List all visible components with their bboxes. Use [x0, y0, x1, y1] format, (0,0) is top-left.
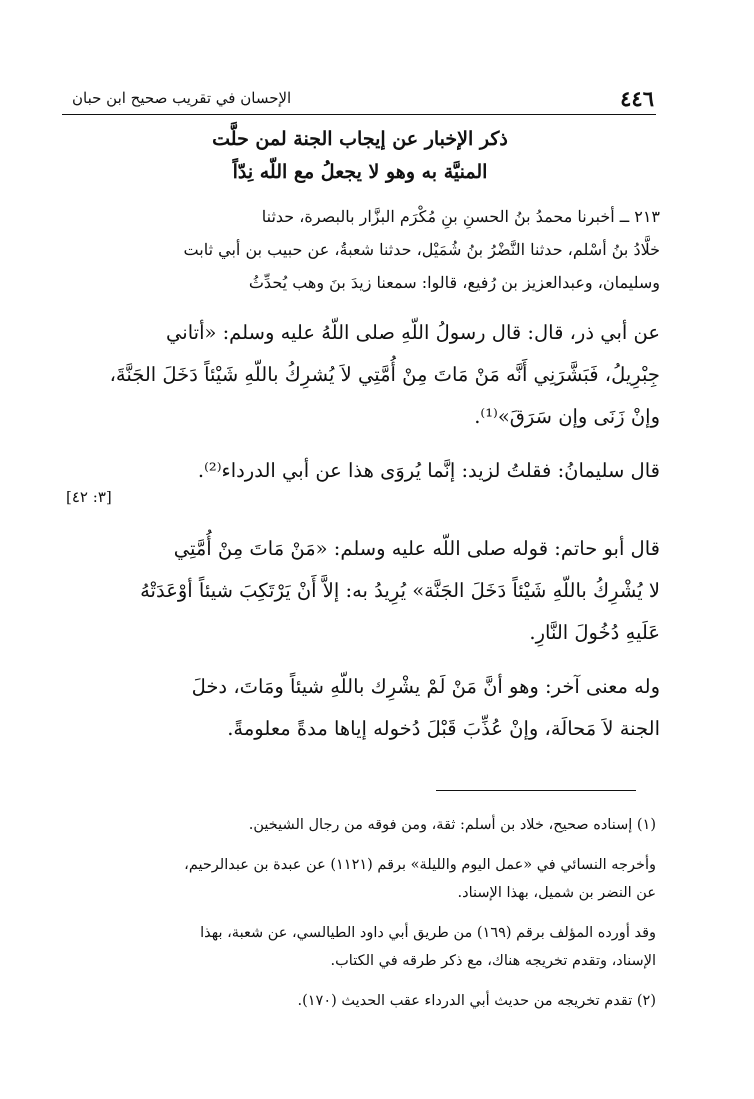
- cross-reference: [٣: ٤٢]: [66, 488, 112, 506]
- hadith-line: عن أبي ذر، قال: قال رسولُ اللّهِ صلى اللّهُ عليه وسلم: «أتاني: [166, 321, 660, 344]
- footnote-1: (١) إسناده صحيح، خلاد بن أسلم: ثقة، ومن فوقه من رجال الشيخين.: [248, 817, 656, 833]
- book-title: الإحسان في تقريب صحيح ابن حبان: [72, 89, 292, 107]
- footnote-2: (٢) تقدم تخريجه من حديث أبي الدرداء عقب الحديث (١٧٠).: [297, 993, 656, 1009]
- abu-hatim-commentary: [60, 528, 660, 654]
- footnote-1-continued: الإسناد، وتقدم تخريجه هناك، مع ذكر طرقه في الكتاب.: [330, 953, 656, 969]
- isnad-paragraph: [60, 200, 660, 299]
- footnote-separator: [436, 790, 636, 791]
- commentary-line: لا يُشْرِكُ باللّهِ شَيْئاً دَخَلَ الجَنَّة» يُرِيدُ به: إلاَّ أَنْ يَرْتَكِبَ شيئاً أوْعَدَتْهُ: [140, 579, 660, 602]
- hadith-line: وإنْ زَنَى وإن سَرَقَ»⁽¹⁾.: [474, 405, 660, 428]
- another-meaning-paragraph: [60, 666, 660, 750]
- remark-line: قال سليمانُ: فقلتُ لزيد: إنَّما يُروَى هذا عن أبي الدرداء⁽²⁾.: [197, 459, 660, 482]
- chapter-heading-line-2: المنيَّة به وهو لا يجعلُ مع اللّه نِدّاً: [232, 161, 488, 183]
- footnote-1-continued: عن النضر بن شميل، بهذا الإسناد.: [457, 885, 656, 901]
- isnad-line: وسليمان، وعبدالعزيز بن رُفيع، قالوا: سمعنا زيدَ بنَ وهب يُحدِّثُ: [248, 273, 660, 292]
- footnote-1-continued: وقد أورده المؤلف برقم (١٦٩) من طريق أبي داود الطيالسي، عن شعبة، بهذا: [200, 925, 656, 941]
- hadith-line: جِبْرِيلُ، فَبَشَّرَنِي أَنَّه مَنْ مَاتَ مِنْ أُمَّتِي لاَ يُشرِكُ باللّهِ شَيْئاً دَخَلَ الجَنَّةَ،: [109, 363, 660, 386]
- running-header: [62, 86, 656, 115]
- isnad-line: خلَّادُ بنُ أسْلم، حدثنا النَّضْرُ بنُ شُمَيْل، حدثنا شعبةُ، عن حبيب بن أبي ثابت: [183, 240, 660, 259]
- chapter-heading-line-1: ذكر الإخبار عن إيجاب الجنة لمن حلَّت: [212, 128, 508, 150]
- footnote-1-continued: وأخرجه النسائي في «عمل اليوم والليلة» برقم (١١٢١) عن عبدة بن عبدالرحيم،: [184, 857, 656, 873]
- hadith-text: [60, 312, 660, 438]
- isnad-line: ٢١٣ ــ أخبرنا محمدُ بنُ الحسنِ بنِ مُكْرَم البزَّار بالبصرة، حدثنا: [261, 207, 660, 226]
- commentary-line: قال أبو حاتم: قوله صلى اللّه عليه وسلم: «مَنْ مَاتَ مِنْ أُمَّتِي: [173, 537, 660, 560]
- meaning-line: وله معنى آخر: وهو أنَّ مَنْ لَمْ يشْرِك باللّهِ شيئاً ومَاتَ، دخلَ: [191, 675, 660, 698]
- meaning-line: الجنة لاَ مَحالَة، وإنْ عُذِّبَ قَبْلَ دُخوله إياها مدةً معلومةً.: [227, 717, 660, 740]
- commentary-line: عَلَيهِ دُخُولَ النَّارِ.: [529, 621, 660, 644]
- sulayman-remark: [60, 450, 660, 492]
- page-number: ٤٤٦: [620, 86, 654, 111]
